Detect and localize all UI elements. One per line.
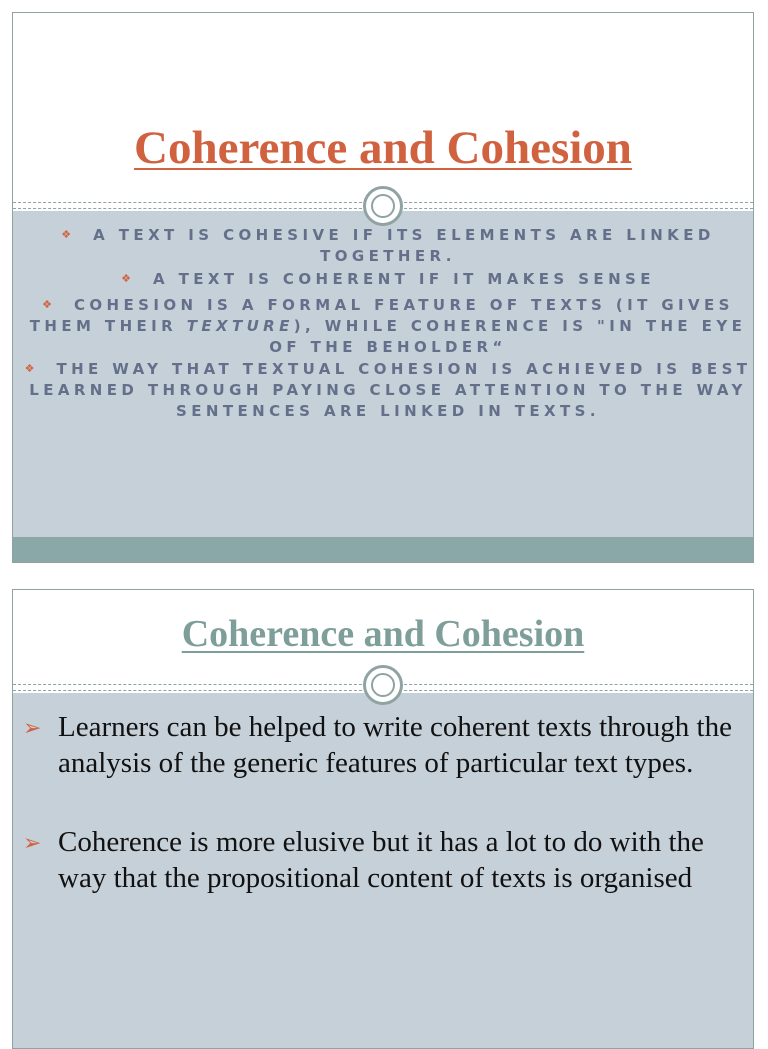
diamond-bullet-icon: ❖ <box>61 228 72 241</box>
bullet-row <box>20 824 738 896</box>
bullet-text: ), WHILE COHERENCE IS "IN THE EYE OF THE BEHOLDER“ <box>269 317 747 356</box>
slide-2 <box>12 589 754 1049</box>
emphasis-text: TEXTURE <box>186 317 294 335</box>
bullet-text: THE WAY THAT TEXTUAL COHESION IS ACHIEVED IS BEST LEARNED THROUGH PAYING CLOSE ATTENTION TO THE WAY SENTENCES ARE LINKED IN TEXTS. <box>29 360 752 420</box>
bullet-item <box>20 358 756 422</box>
bullet-item <box>20 268 756 290</box>
title-area <box>13 13 753 205</box>
diamond-bullet-icon: ❖ <box>42 298 52 311</box>
arrow-bullet-icon: ➢ <box>23 715 42 740</box>
ring-ornament-icon <box>363 186 403 226</box>
ring-ornament-icon <box>363 665 403 705</box>
bullet-item <box>20 294 756 358</box>
slide-title: Coherence and Cohesion <box>134 122 632 174</box>
footer-band <box>13 537 753 563</box>
bullet-text: A TEXT IS COHESIVE IF ITS ELEMENTS ARE LINKED TOGETHER. <box>93 226 715 265</box>
bullet-text: A TEXT IS COHERENT IF IT MAKES SENSE <box>153 270 655 288</box>
arrow-bullet-icon: ➢ <box>23 830 42 855</box>
bullet-item <box>20 709 738 781</box>
bullet-text: Learners can be helped to write coherent texts through the analysis of the generic features of particular text types. <box>58 711 732 779</box>
bullet-text: COHESION IS A FORMAL FEATURE OF TEXTS (IT GIVES THEM THEIR <box>29 296 734 335</box>
slide-title: Coherence and Cohesion <box>181 613 585 655</box>
diamond-bullet-icon: ❖ <box>121 272 131 285</box>
bullet-item <box>20 824 738 896</box>
bullet-text: Coherence is more elusive but it has a lot to do with the way that the propositional content of texts is organised <box>58 826 704 894</box>
diamond-bullet-icon: ❖ <box>24 362 35 375</box>
bullet-item <box>20 224 756 267</box>
bullet-row <box>20 709 738 781</box>
